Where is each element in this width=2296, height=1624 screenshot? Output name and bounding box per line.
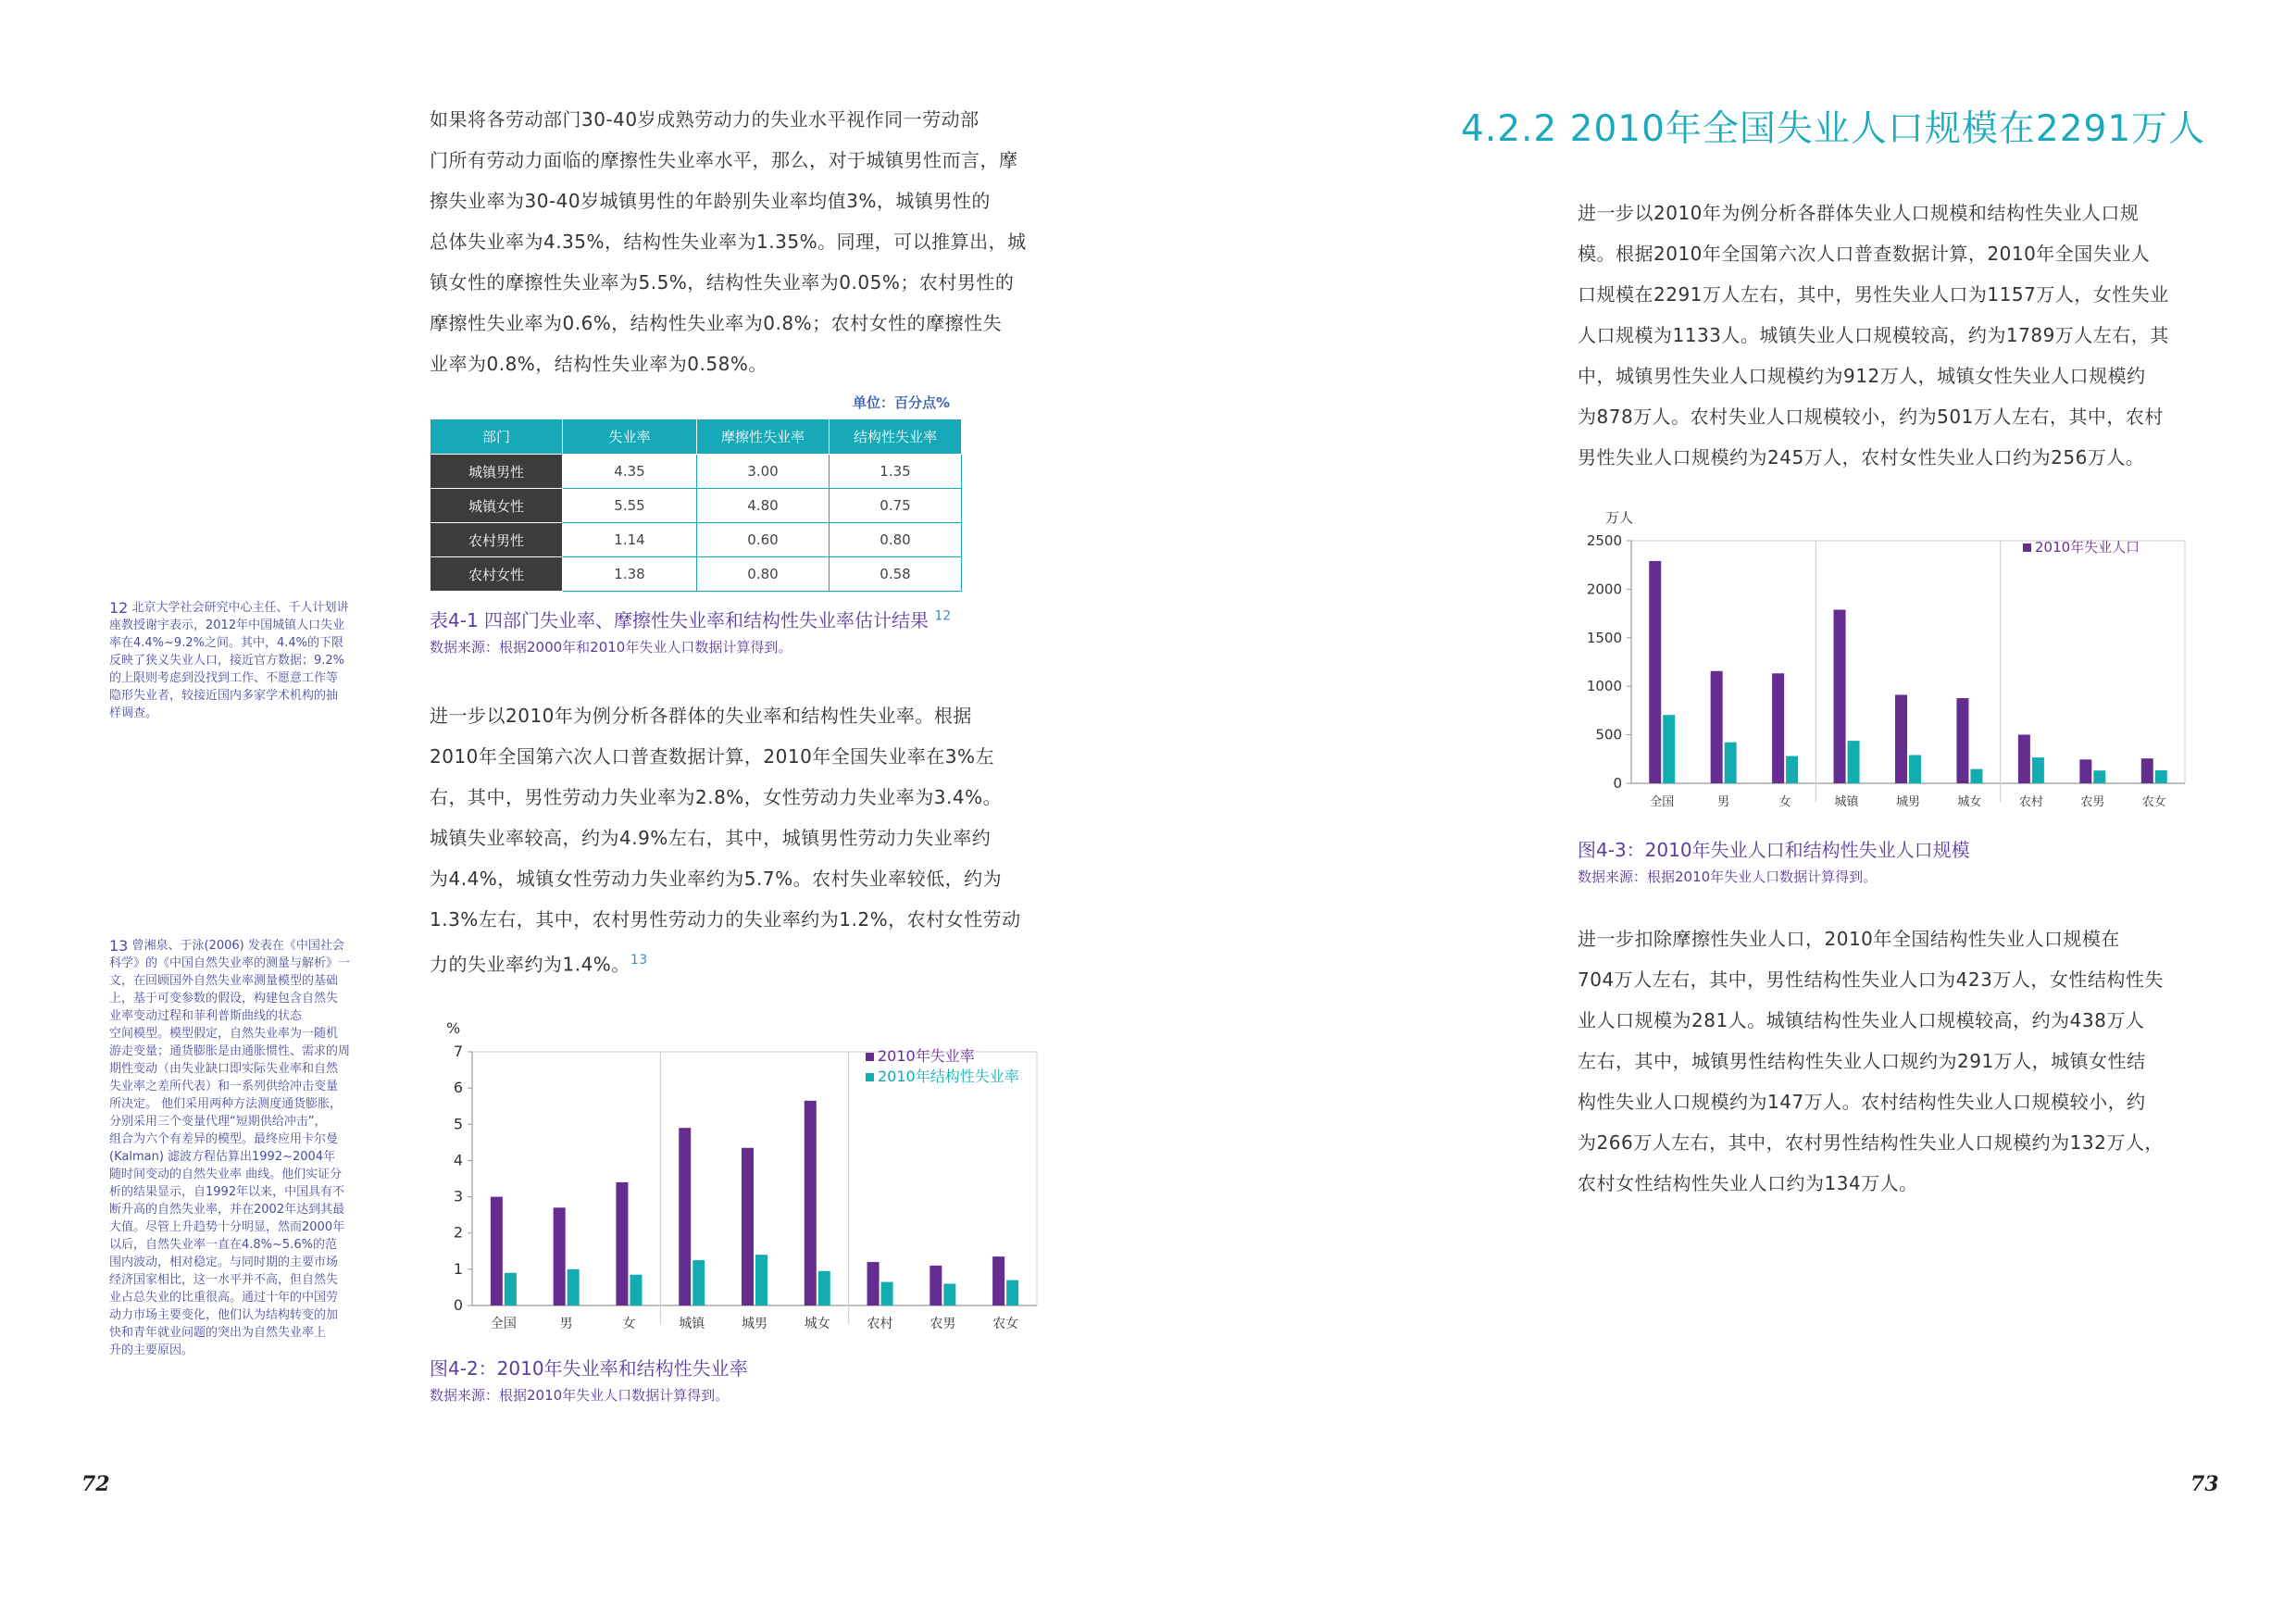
footnote-line: 文，在回顾国外自然失业率测量模型的基础 [109,974,339,988]
footnote-line: 断升高的自然失业率，并在2002年达到其最 [109,1203,345,1217]
table-row [430,523,962,557]
bar [679,1128,691,1305]
legend-swatch [866,1073,874,1081]
bar [1772,673,1784,783]
figure-source: 数据来源：根据2010年失业人口数据计算得到。 [430,1387,730,1404]
table-header: 结构性失业率 [830,419,962,455]
x-tick-label: 农男 [2080,795,2105,809]
footnote-line: 上，基于可变参数的假设，构建包含自然失 [109,992,339,1006]
x-tick-label: 农女 [992,1317,1019,1331]
y-tick-label: 1 [453,1259,463,1278]
footnote-line: 空间模型。模型假定，自然失业率为一随机 [109,1027,339,1041]
table-cell: 3.00 [697,455,830,489]
x-tick-label: 城女 [804,1317,830,1331]
table-cell: 0.80 [697,557,830,592]
table-header: 摩擦性失业率 [697,419,830,455]
bar [1834,610,1846,783]
footnote-line: 大值。尽管上升趋势十分明显，然而2000年 [109,1220,345,1234]
footnote-line: 率在4.4%~9.2%之间。其中，4.4%的下限 [109,636,343,650]
text-line: 如果将各劳动部门30-40岁成熟劳动力的失业水平视作同一劳动部 [430,108,980,131]
footnote-line: 组合为六个有差异的模型。最终应用卡尔曼 [109,1132,339,1146]
y-tick-label: 7 [453,1043,463,1060]
footnote-line: 座教授谢宇表示，2012年中国城镇人口失业 [109,618,345,632]
legend-label: 2010年结构性失业率 [878,1068,1019,1085]
x-tick-label: 城镇 [679,1317,705,1331]
legend-label: 2010年失业率 [878,1047,975,1065]
text-line: 人口规模为1133人。城镇失业人口规模较高，约为1789万人左右，其 [1578,324,2169,346]
left-paragraph-2 [430,695,1059,985]
unemployment-rate-chart [407,1009,1055,1352]
footnote-line: 经济国家相比，这一水平并不高，但自然失 [109,1273,339,1287]
bar [742,1148,754,1305]
x-tick-label: 女 [622,1317,636,1331]
footnote-line: 业占总失业的比重很高。通过十年的中国劳 [109,1291,339,1305]
left-paragraph-1 [430,99,1059,384]
text-line: 704万人左右，其中，男性结构性失业人口为423万人，女性结构性失 [1578,968,2164,991]
footnote-line: 以后，自然失业率一直在4.8%~5.6%的范 [109,1238,337,1252]
right-paragraph-1 [1578,193,2207,478]
bar [1725,743,1737,783]
y-axis-label: % [446,1019,461,1037]
bar [505,1273,517,1305]
text-line: 2010年全国第六次人口普查数据计算，2010年全国失业率在3%左 [430,745,995,768]
table-caption [430,606,951,632]
footnote-line: 业率变动过程和菲利普斯曲线的状态 [109,1009,303,1023]
figure-source: 数据来源：根据2010年失业人口数据计算得到。 [1578,868,1878,885]
y-tick-label: 6 [453,1079,463,1097]
bar [867,1262,880,1305]
table-row-header: 农村女性 [430,557,563,592]
table-row [430,489,962,523]
text-line: 为878万人。农村失业人口规模较小，约为501万人左右，其中，农村 [1578,406,2164,428]
right-paragraph-2 [1578,918,2207,1204]
text-line: 镇女性的摩擦性失业率为5.5%，结构性失业率为0.05%；农村男性的 [430,271,1015,294]
text-line: 模。根据2010年全国第六次人口普查数据计算，2010年全国失业人 [1578,243,2151,265]
bar [2079,759,2091,783]
footnote-number: 13 [109,937,129,955]
x-tick-label: 农男 [930,1317,956,1331]
text-line: 为4.4%，城镇女性劳动力失业率约为5.7%。农村失业率较低，约为 [430,868,1003,890]
text-line: 口规模在2291万人左右，其中，男性失业人口为1157万人，女性失业 [1578,283,2169,306]
y-tick-label: 5 [453,1115,463,1133]
text-line: 总体失业率为4.35%，结构性失业率为1.35%。同理，可以推算出，城 [430,231,1027,253]
footnote-line: 样调查。 [109,706,158,720]
bar [693,1260,705,1305]
y-tick-label: 1500 [1586,629,1622,646]
text-line: 门所有劳动力面临的摩擦性失业率水平，那么，对于城镇男性而言，摩 [430,149,1018,171]
y-tick-label: 2000 [1586,581,1622,598]
footnote-line: 析的结果显示，自1992年以来，中国具有不 [109,1185,345,1199]
text-line: 男性失业人口规模约为245万人，农村女性失业人口约为256万人。 [1578,446,2145,468]
bar [930,1266,942,1305]
footnote-number: 12 [109,599,129,617]
table-cell: 1.35 [830,455,962,489]
footnote-line [109,599,387,617]
figure-caption: 图4-2：2010年失业率和结构性失业率 [430,1357,748,1380]
footnote-text: 曾湘泉、于泳(2006) 发表在《中国社会 [128,939,344,953]
table-cell: 4.35 [563,455,697,489]
bar [616,1182,628,1305]
footnote-line: 失业率之差所代表）和一系列供给冲击变量 [109,1080,339,1093]
text-line: 业率为0.8%，结构性失业率为0.58%。 [430,353,767,375]
table-cell: 1.38 [563,557,697,592]
y-tick-label: 1000 [1586,678,1622,695]
text-line: 摩擦性失业率为0.6%，结构性失业率为0.8%；农村女性的摩擦性失 [430,312,1003,334]
text-line: 左右，其中，城镇男性结构性失业人口规约为291万人，城镇女性结 [1578,1050,2146,1072]
text-line: 农村女性结构性失业人口约为134万人。 [1578,1172,1918,1194]
x-tick-label: 农村 [2018,795,2043,809]
x-tick-label: 城女 [1957,795,1982,809]
table-cell: 5.55 [563,489,697,523]
bar [1663,715,1675,783]
text-line: 中，城镇男性失业人口规模约为912万人，城镇女性失业人口规模约 [1578,365,2146,387]
bar [1956,698,1968,783]
table-cell: 0.80 [830,523,962,557]
y-axis-label: 万人 [1605,509,1634,526]
footnote-line: 期性变动（由失业缺口即实际失业率和自然 [109,1062,339,1076]
text-line: 进一步以2010年为例分析各群体失业人口规模和结构性失业人口规 [1578,202,2140,224]
bar [943,1284,955,1305]
footnote-text: 北京大学社会研究中心主任、千人计划讲 [128,601,349,615]
footnote-line: (Kalman) 滤波方程估算出1992~2004年 [109,1150,336,1164]
bar [1786,756,1798,783]
text-line [430,940,1059,985]
footnote-line: 分别采用三个变量代理“短期供给冲击”， [109,1115,327,1129]
footnote-ref[interactable]: 13 [630,953,648,968]
text-line: 右，其中，男性劳动力失业率为2.8%，女性劳动力失业率为3.4%。 [430,786,1003,808]
footnote-line: 随时间变动的自然失业率 曲线。他们实证分 [109,1168,343,1181]
text-line: 进一步扣除摩擦性失业人口，2010年全国结构性失业人口规模在 [1578,928,2120,950]
bar [1006,1280,1018,1305]
bar [805,1101,817,1305]
text-line: 构性失业人口规模约为147万人。农村结构性失业人口规模较小，约 [1578,1091,2146,1113]
footnote-line: 游走变量；通货膨胀是由通胀惯性、需求的周 [109,1044,351,1058]
legend-label: 2010年失业人口 [2035,539,2140,556]
bar [1711,671,1723,783]
x-tick-label: 男 [559,1317,573,1331]
x-tick-label: 农村 [867,1317,893,1331]
table-row-header: 农村男性 [430,523,563,557]
x-tick-label: 全国 [1650,795,1675,809]
x-tick-label: 城男 [1895,795,1921,809]
table-header: 失业率 [563,419,697,455]
bar [2141,758,2153,783]
y-tick-label: 0 [453,1296,463,1314]
table-cell: 4.80 [697,489,830,523]
text-line: 擦失业率为30-40岁城镇男性的年龄别失业率均值3%，城镇男性的 [430,190,991,212]
table-row [430,455,962,489]
footnote-line: 快和青年就业问题的突出为自然失业率上 [109,1326,327,1340]
table-caption-text: 表4-1 四部门失业率、摩擦性失业率和结构性失业率估计结果 [430,609,930,631]
page-number: 72 [81,1472,110,1496]
text-line: 城镇失业率较高，约为4.9%左右，其中，城镇男性劳动力失业率约 [430,827,992,849]
bar [1649,561,1661,783]
x-tick-label: 全国 [490,1317,517,1331]
footnote-12 [109,599,387,722]
figure-caption: 图4-3：2010年失业人口和结构性失业人口规模 [1578,839,1970,861]
table-header: 部门 [430,419,563,455]
bar [2018,734,2030,783]
footnote-ref[interactable]: 12 [934,608,952,624]
table-cell: 0.58 [830,557,962,592]
bar [2032,757,2044,783]
y-tick-label: 3 [453,1187,463,1206]
footnote-line: 的上限则考虑到没找到工作、不愿意工作等 [109,671,339,685]
table-row [430,557,962,592]
text-line: 为266万人左右，其中，农村男性结构性失业人口规模约为132万人， [1578,1131,2164,1154]
y-tick-label: 0 [1613,775,1622,792]
bar [491,1197,503,1305]
bar [2155,770,2167,783]
table-header-row [430,419,962,455]
y-tick-label: 2 [453,1223,463,1242]
table-unit: 单位：百分点% [852,394,950,411]
y-tick-label: 500 [1595,726,1622,743]
table-source: 数据来源：根据2000年和2010年失业人口数据计算得到。 [430,639,792,656]
bar [992,1256,1004,1305]
bar [881,1282,893,1305]
table-row-header: 城镇女性 [430,489,563,523]
footnote-line: 动力市场主要变化，他们认为结构转变的加 [109,1308,339,1322]
page-number: 73 [2190,1472,2219,1496]
section-heading: 4.2.2 2010年全国失业人口规模在2291万人 [1461,108,2206,150]
bar [568,1269,580,1305]
y-tick-label: 4 [453,1151,463,1169]
footnote-line: 围内波动，相对稳定。与同时期的主要市场 [109,1255,339,1269]
footnote-line: 隐形失业者，较接近国内多家学术机构的抽 [109,689,339,703]
footnote-line: 科学》的《中国自然失业率的测量与解析》一 [109,956,351,970]
legend-swatch [866,1053,874,1061]
footnote-line: 所决定。 他们采用两种方法测度通货膨胀， [109,1097,343,1111]
footnote-line: 升的主要原因。 [109,1343,194,1357]
table-cell: 1.14 [563,523,697,557]
bar [2093,770,2105,783]
bar [1970,769,1982,783]
unemployment-table [430,418,962,592]
legend-swatch [2023,543,2031,552]
text-line: 进一步以2010年为例分析各群体的失业率和结构性失业率。根据 [430,705,972,727]
footnote-13 [109,937,387,1359]
x-tick-label: 农女 [2141,795,2166,809]
text-line: 1.3%左右，其中，农村男性劳动力的失业率约为1.2%，农村女性劳动 [430,908,1021,931]
bar [1848,741,1860,783]
bar [755,1255,767,1305]
y-tick-label: 2500 [1586,532,1622,549]
bar [818,1271,830,1305]
unemployed-population-chart [1574,500,2203,815]
bar [1909,756,1921,783]
table-cell: 0.60 [697,523,830,557]
bar [1895,694,1907,783]
footnote-line [109,937,387,955]
x-tick-label: 城镇 [1834,795,1859,809]
bar [554,1207,566,1305]
x-tick-label: 男 [1717,795,1730,809]
x-tick-label: 女 [1778,795,1791,809]
table-cell: 0.75 [830,489,962,523]
text-line: 业人口规模为281人。城镇结构性失业人口规模较高，约为438万人 [1578,1009,2145,1031]
bar [630,1275,642,1305]
footnote-line: 反映了狭义失业人口，接近官方数据；9.2% [109,654,345,668]
text-span: 力的失业率约为1.4%。 [430,953,630,976]
table-row-header: 城镇男性 [430,455,563,489]
x-tick-label: 城男 [742,1317,767,1331]
